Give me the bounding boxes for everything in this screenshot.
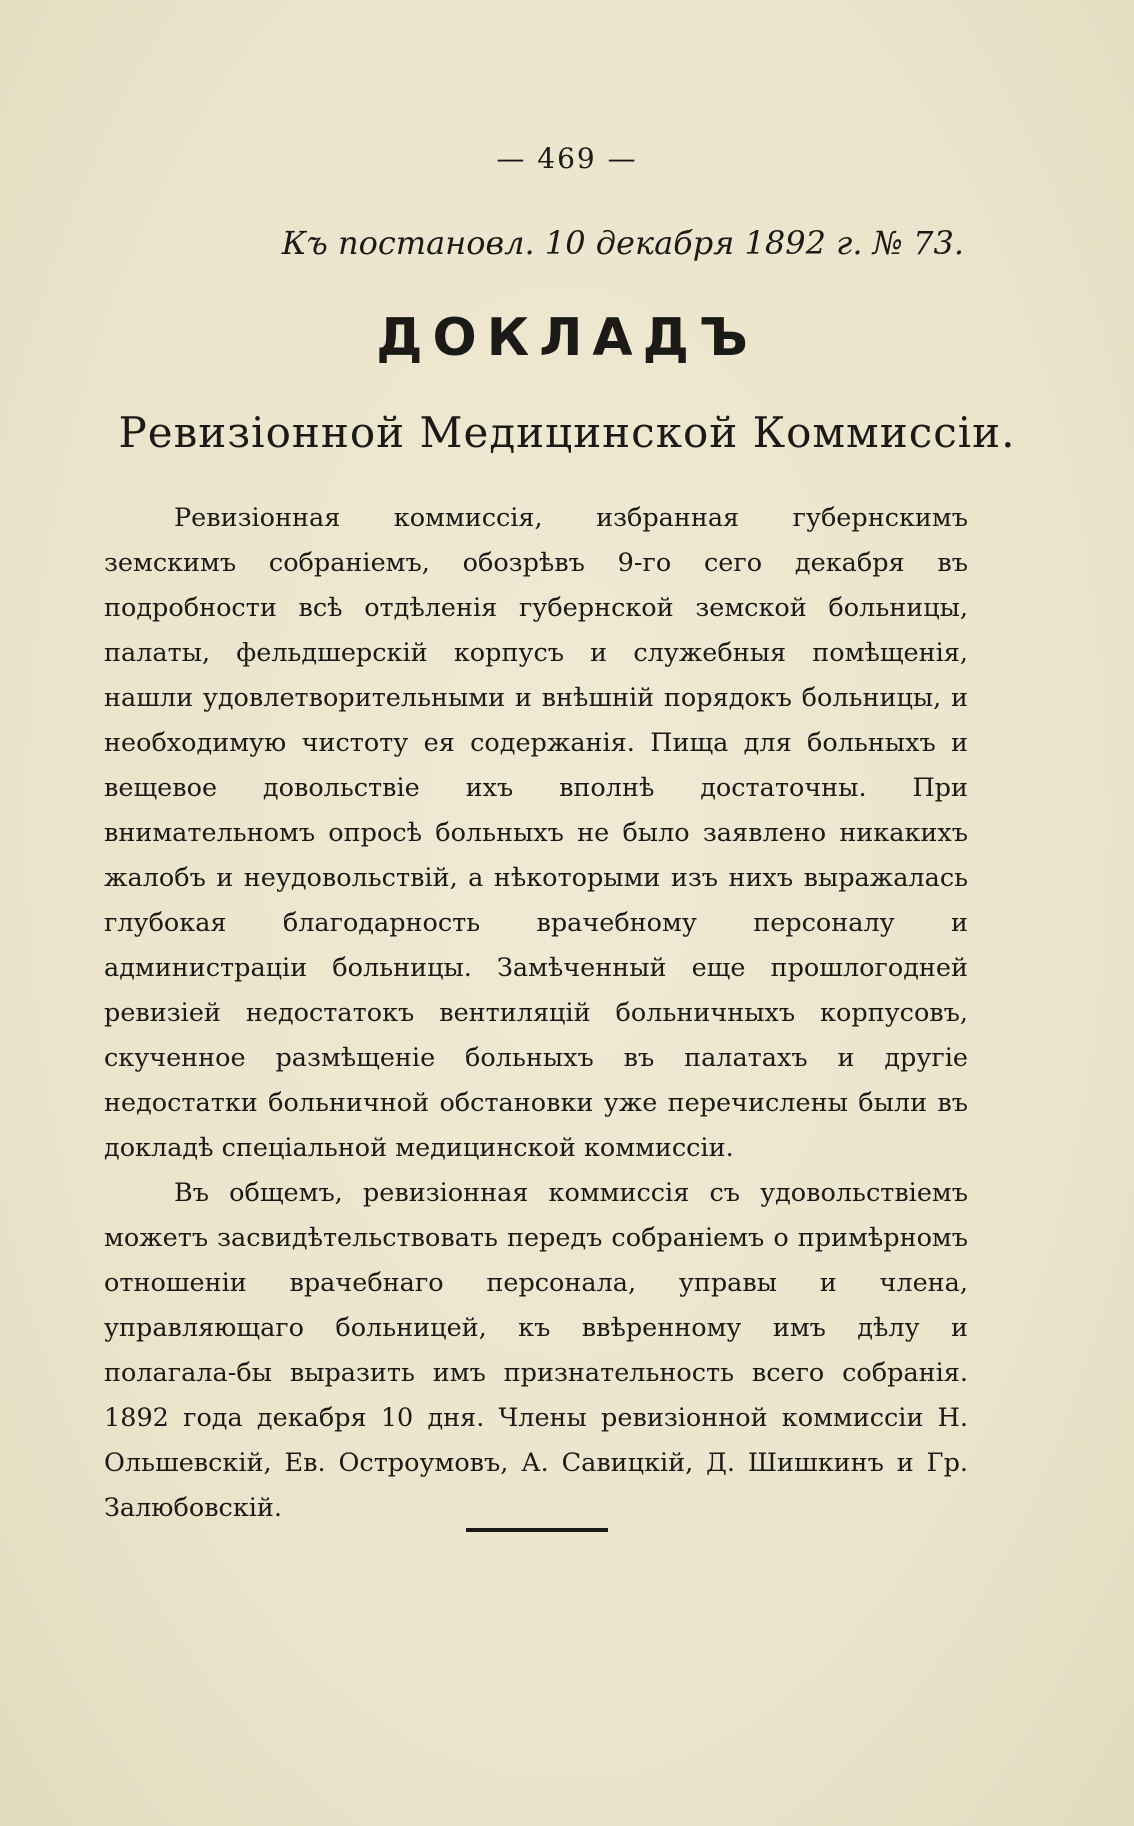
closing-rule — [466, 1528, 608, 1532]
page-number: — 469 — — [496, 142, 638, 175]
paragraph-inspection-findings: Ревизiонная коммиссiя, избранная губернскимъ земскимъ собранiемъ, обозрѣвъ 9-го сего декабря въ подробности всѣ отдѣленiя губернской земской больницы, палаты, фельдшерскiй корпусъ и служебныя помѣщенiя, нашли удовлетворительными и внѣшнiй порядокъ больницы, и необходимую чистоту ея содержанiя. Пища для больныхъ и вещевое довольствiе ихъ вполнѣ достаточны. При внимательномъ опросѣ больныхъ не было заявлено никакихъ жалобъ и неудовольствiй, а нѣкоторыми изъ нихъ выражалась глубокая благодарность врачебному персоналу и администрацiи больницы. Замѣченный еще прошлогодней ревизiей недостатокъ вентиляцiй больничныхъ корпусовъ, скученное размѣщенiе больныхъ въ палатахъ и другiе недостатки больничной обстановки уже перечислены были въ докладѣ спецiальной медицинской коммиссiи. — [104, 503, 968, 1163]
report-body — [104, 496, 968, 1531]
document-title: ДОКЛАДЪ — [376, 308, 758, 368]
resolution-reference: Къ постановл. 10 декабря 1892 г. № 73. — [281, 224, 964, 262]
paragraph-conclusion-signatures: Въ общемъ, ревизiонная коммиссiя съ удовольствiемъ можетъ засвидѣтельствовать передъ собранiемъ о примѣрномъ отношенiи врачебнаго персонала, управы и члена, управляющаго больницей, къ ввѣренному имъ дѣлу и полагала-бы выразить имъ признательность всего собранiя. 1892 года декабря 10 дня. Члены ревизiонной коммиссiи Н. Ольшевскiй, Ев. Остроумовъ, А. Савицкiй, Д. Шишкинъ и Гр. Залюбовскiй. — [104, 1178, 968, 1523]
document-subtitle: Ревизiонной Медицинской Коммиссiи. — [118, 408, 1016, 457]
